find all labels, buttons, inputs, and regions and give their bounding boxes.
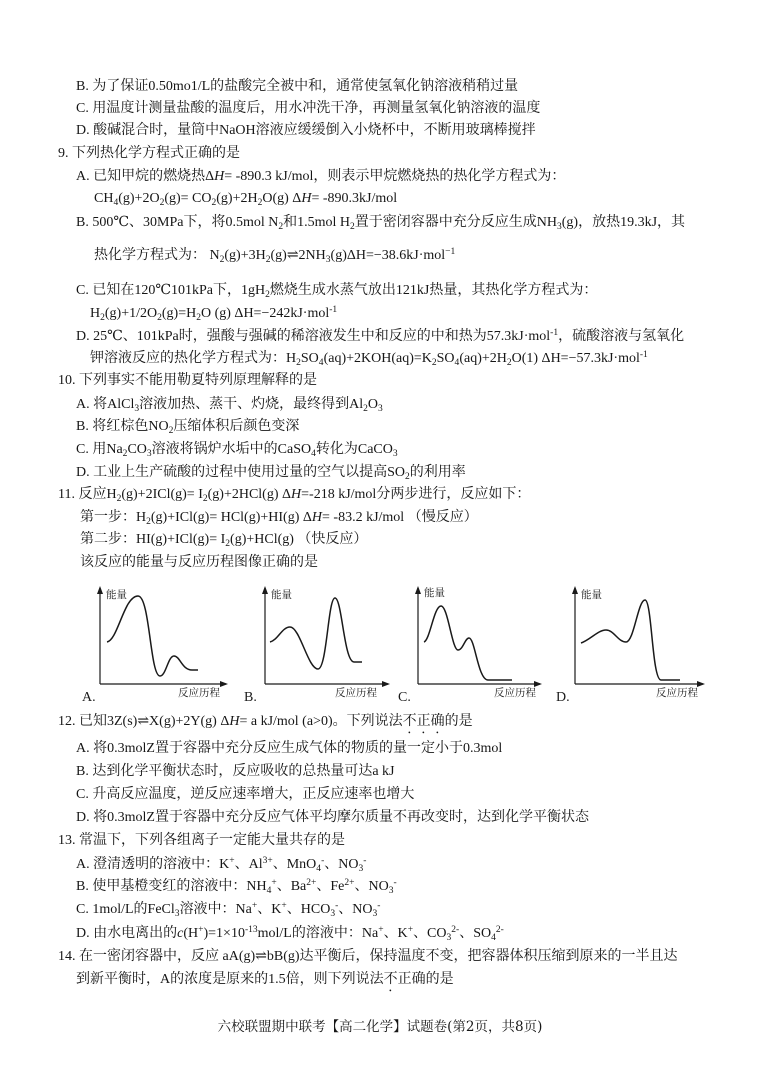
subscript: 2 (405, 471, 410, 482)
y-axis-arrow (572, 586, 578, 594)
text-run: (H (183, 926, 199, 941)
q12-option-d (76, 808, 589, 828)
superscript: + (229, 855, 235, 866)
subscript: 2 (431, 357, 437, 368)
q9-option-c (76, 281, 597, 301)
x-axis-label: 反应历程 (335, 687, 377, 699)
subscript: 3 (146, 448, 152, 459)
text-run: (g)ΔH=−38.6kJ·mol (330, 248, 446, 263)
italic-symbol: H (214, 169, 225, 184)
text-run: (g)+3H (224, 248, 266, 263)
text-run: 正确的是 (397, 972, 454, 987)
text-run: = a kJ/mol (a>0)。下列说法 (239, 714, 403, 729)
y-axis-arrow (415, 586, 421, 594)
text-run: 、K (383, 926, 408, 941)
text-run: 9. 下列热化学方程式正确的是 (58, 146, 240, 161)
q10-option-d (76, 463, 466, 483)
text-run: 溶液加热、蒸干、灼烧，最终得到Al (139, 397, 364, 412)
subscript: 2 (363, 403, 368, 414)
q14-stem-line1 (58, 947, 678, 967)
energy-curve (107, 596, 198, 676)
q8-option-c (76, 99, 540, 119)
text-run: O(g) Δ (262, 191, 302, 206)
text-run: O(1) ΔH=−57.3kJ·mol (511, 351, 640, 366)
x-axis-arrow (220, 681, 228, 687)
q9-option-d (76, 327, 684, 347)
y-axis-arrow (97, 586, 103, 594)
subscript: 4 (311, 448, 316, 459)
italic-symbol: H (229, 714, 240, 729)
text-run: 、Fe (316, 879, 345, 894)
energy-curve (424, 606, 512, 680)
italic-symbol: H (311, 510, 323, 525)
text-run: 、MnO (272, 857, 317, 872)
italic-symbol: H (301, 191, 312, 206)
q11-step2 (80, 530, 367, 550)
subscript: 2 (100, 312, 105, 323)
italic-symbol: H (291, 487, 302, 502)
superscript: + (378, 924, 384, 935)
subscript: 4 (491, 932, 496, 943)
text-run: 第一步：H (80, 510, 147, 525)
subscript: 2 (257, 197, 263, 208)
text-run: 、NO (324, 857, 359, 872)
text-run: 的利用率 (409, 465, 466, 480)
text-run: A. 将0.3molZ置于容器中充分反应生成气体的物质的量一定小于0.3mol (76, 741, 503, 756)
text-run: SO (300, 351, 319, 366)
q10-option-a (76, 395, 383, 415)
text-run: B. 使甲基橙变红的溶液中：NH (76, 879, 267, 894)
subscript: 2 (116, 493, 122, 504)
subscript: 2 (265, 289, 270, 300)
text-run: 、Ba (276, 879, 307, 894)
subscript: 2 (225, 538, 231, 549)
text-run: ，硫酸溶液与氢氧化 (558, 329, 685, 344)
graph-letter: C. (398, 690, 411, 705)
subscript: 3 (134, 403, 140, 414)
superscript: + (198, 924, 204, 935)
text-run: 转化为CaCO (315, 442, 393, 457)
text-run: 溶液中：Na (179, 902, 252, 917)
text-run: O (g) ΔH=−242kJ·mol (201, 306, 330, 321)
text-run: H (90, 306, 101, 321)
text-run: CH (94, 191, 114, 206)
text-run: 14. 在一密闭容器中，反应 aA(g)⇌bB(g)达平衡后，保持温度不变，把容器体积压缩到原来的一半且达 (58, 949, 678, 964)
subscript: 3 (372, 908, 378, 919)
text-run: A. 澄清透明的溶液中：K (76, 857, 230, 872)
subscript: 2 (159, 197, 165, 208)
text-run: 的是 (444, 714, 473, 729)
text-run: C. 已知在120℃101kPa下，1gH (76, 283, 266, 298)
superscript: - (335, 900, 339, 911)
subscript: 3 (557, 221, 562, 232)
text-run: 、K (257, 902, 282, 917)
superscript: - (377, 900, 381, 911)
text-run: 燃烧生成水蒸气放出121kJ热量，其热化学方程式为： (269, 283, 598, 298)
q9-stem (58, 144, 240, 164)
text-run: 、NO (354, 879, 389, 894)
q13-option-a (76, 855, 366, 875)
q13-option-c (76, 900, 380, 920)
subscript: 4 (266, 885, 272, 896)
q13-option-d (76, 924, 504, 944)
text-run: D. 由水电离出的 (76, 926, 178, 941)
text-run: 压缩体积后颜色变深 (173, 419, 300, 434)
subscript: 2 (278, 221, 284, 232)
text-run: 溶液将锅炉水垢中的CaSO (151, 442, 312, 457)
q10-stem (58, 371, 317, 391)
text-run: B. 将红棕色NO (76, 419, 169, 434)
subscript: 4 (454, 357, 460, 368)
text-run: A. 将AlCl (76, 397, 135, 412)
superscript: + (281, 900, 287, 911)
energy-graph-b (244, 586, 390, 705)
subscript: 3 (325, 254, 331, 265)
text-run: D. 将0.3molZ置于容器中充分反应气体平均摩尔质量不再改变时，达到化学平衡状态 (76, 810, 589, 825)
graph-letter: A. (82, 690, 96, 705)
superscript: - (393, 877, 397, 888)
text-run: 、NO (338, 902, 373, 917)
x-axis-label: 反应历程 (656, 687, 698, 699)
q10-option-b (76, 417, 299, 437)
text-run: 第二步：HI(g)+ICl(g)= I (80, 532, 226, 547)
superscript: -1 (329, 304, 338, 315)
superscript: 3+ (262, 855, 273, 866)
subscript: 4 (316, 863, 322, 874)
subscript: 3 (388, 885, 394, 896)
q13-option-b (76, 877, 397, 897)
text-run: 、SO (459, 926, 492, 941)
text-run: SO (436, 351, 455, 366)
subscript: 2 (202, 493, 208, 504)
subscript: 3 (330, 908, 336, 919)
q13-stem (58, 831, 345, 851)
text-run: 该反应的能量与反应历程图像正确的是 (80, 555, 318, 570)
text-run: mol/L的溶液中：Na (257, 926, 379, 941)
y-axis-label: 能量 (581, 589, 602, 601)
text-run: 到新平衡时，A的浓度是原来的1.5倍，则下列说法 (76, 972, 384, 987)
emphasis-text: 不 (383, 972, 398, 987)
subscript: 3 (174, 908, 180, 919)
superscript: -1 (639, 349, 648, 360)
q9-option-a-equation (94, 189, 397, 209)
subscript: 3 (378, 403, 383, 414)
q9-option-c-equation (90, 304, 337, 324)
q8-option-b (76, 77, 518, 97)
superscript: 2- (451, 924, 460, 935)
q8-option-d (76, 121, 536, 141)
q12-option-a (76, 739, 502, 759)
text-run: 13. 常温下，下列各组离子一定能大量共存的是 (58, 833, 345, 848)
q10-option-c (76, 440, 398, 460)
text-run: D. 工业上生产硫酸的过程中使用过量的空气以提高SO (76, 465, 406, 480)
superscript: −1 (445, 246, 456, 257)
superscript: + (271, 877, 277, 888)
q12-option-b (76, 762, 395, 782)
q11-stem (58, 485, 530, 505)
subscript: 3 (446, 932, 452, 943)
superscript: - (363, 855, 367, 866)
superscript: - (321, 855, 325, 866)
text-run: C. 用温度计测量盐酸的温度后，用水冲洗干净，再测量氢氧化钠溶液的温度 (76, 101, 541, 116)
q9-option-a (76, 167, 565, 187)
q11-prompt (80, 553, 318, 573)
text-run: 12. 已知3Z(s)⇌X(g)+2Y(g) Δ (58, 714, 230, 729)
subscript: 2 (122, 448, 128, 459)
y-axis-label: 能量 (424, 587, 445, 599)
graph-letter: D. (556, 690, 570, 705)
text-run: (g)+HCl(g) （快反应） (230, 532, 368, 547)
subscript: 2 (146, 516, 151, 527)
text-run: A. 已知甲烷的燃烧热Δ (76, 169, 215, 184)
text-run: (g)⇌2NH (270, 248, 326, 263)
subscript: 4 (318, 357, 324, 368)
subscript: 2 (211, 197, 217, 208)
text-run: (g)+2O (118, 191, 160, 206)
text-run: O (367, 397, 378, 412)
subscript: 2 (506, 357, 512, 368)
text-run: )=1×10 (203, 926, 245, 941)
text-run: CO (127, 442, 147, 457)
superscript: 2- (495, 924, 504, 935)
q14-stem-line2 (76, 970, 454, 990)
text-run: 、HCO (286, 902, 331, 917)
text-run: (g)+2H (216, 191, 258, 206)
text-run: D. 酸碱混合时，量筒中NaOH溶液应缓缓倒入小烧杯中，不断用玻璃棒搅拌 (76, 123, 536, 138)
text-run: (g)+2ICl(g)= I (121, 487, 203, 502)
text-run: B. 达到化学平衡状态时，反应吸收的总热量可达a kJ (76, 764, 395, 779)
q9-option-b-equation (94, 246, 455, 266)
y-axis-label: 能量 (106, 589, 127, 601)
text-run: B. 500℃、30MPa下，将0.5mol N (76, 215, 279, 230)
text-run: = -83.2 kJ/mol （慢反应） (322, 510, 478, 525)
q12-option-c (76, 785, 414, 805)
subscript: 4 (113, 197, 119, 208)
superscript: -1 (550, 327, 559, 338)
q12-stem (58, 712, 473, 732)
energy-graphs (0, 578, 760, 710)
text-run: = -890.3 kJ/mol，则表示甲烷燃烧热的热化学方程式为： (224, 169, 566, 184)
text-run: 置于密闭容器中充分反应生成NH (354, 215, 557, 230)
text-run: (aq)+2KOH(aq)=K (323, 351, 432, 366)
subscript: 2 (157, 312, 162, 323)
x-axis-arrow (382, 681, 390, 687)
text-run: 11. 反应H (58, 487, 117, 502)
superscript: + (407, 924, 414, 935)
superscript: -13 (244, 924, 258, 935)
superscript: 2+ (344, 877, 355, 888)
y-axis-arrow (262, 586, 268, 594)
subscript: 2 (350, 221, 355, 232)
page-footer: 六校联盟期中联考【高二化学】试题卷(第2页，共8页) (217, 1019, 543, 1035)
subscript: 2 (168, 425, 174, 436)
superscript: 2+ (306, 877, 317, 888)
text-run: 、Al (234, 857, 263, 872)
q9-option-d-equation (90, 349, 648, 369)
q11-step1 (80, 508, 478, 528)
subscript: 2 (219, 254, 225, 265)
subscript: 3 (358, 863, 364, 874)
text-run: C. 用Na (76, 442, 123, 457)
text-run: =-218 kJ/mol分两步进行，反应如下： (301, 487, 531, 502)
text-run: 钾溶液反应的热化学方程式为：H (90, 351, 297, 366)
text-run: 10. 下列事实不能用勒夏特列原理解释的是 (58, 373, 317, 388)
italic-symbol: c (177, 926, 184, 941)
x-axis-arrow (697, 681, 705, 687)
energy-graph-d (556, 586, 705, 705)
text-run: 、CO (413, 926, 447, 941)
text-run: C. 升高反应温度，逆反应速率增大，正反应速率也增大 (76, 787, 415, 802)
superscript: + (251, 900, 258, 911)
text-run: (g)=H (161, 306, 197, 321)
text-run: (g)+ICl(g)= HCl(g)+HI(g) Δ (150, 510, 312, 525)
text-run: (g)，放热19.3kJ，其 (561, 215, 686, 230)
subscript: 2 (196, 312, 201, 323)
x-axis-label: 反应历程 (178, 687, 220, 699)
text-run: (aq)+2H (459, 351, 507, 366)
q9-option-b (76, 213, 685, 233)
text-run: 和1.5mol H (283, 215, 350, 230)
text-run: B. 为了保证0.50mo1/L的盐酸完全被中和，通常使氢氧化钠溶液稍稍过量 (76, 79, 519, 94)
subscript: 2 (265, 254, 271, 265)
graph-letter: B. (244, 690, 257, 705)
text-run: C. 1mol/L的FeCl (76, 902, 175, 917)
emphasis-text: 不正确 (402, 714, 445, 729)
x-axis-label: 反应历程 (494, 687, 536, 699)
energy-curve (270, 598, 362, 669)
subscript: 2 (296, 357, 301, 368)
text-run: (g)+2HCl(g) Δ (207, 487, 292, 502)
y-axis-label: 能量 (271, 589, 292, 601)
text-run: = -890.3kJ/mol (311, 191, 398, 206)
text-run: (g)= CO (164, 191, 212, 206)
text-run: D. 25℃、101kPa时，强酸与强碱的稀溶液发生中和反应的中和热为57.3kJ·mol (76, 329, 551, 344)
energy-curve (581, 600, 680, 680)
text-run: (g)+1/2O (104, 306, 158, 321)
energy-graph-a (82, 586, 228, 705)
energy-graph-c (398, 586, 542, 705)
text-run: 热化学方程式为： N (94, 248, 220, 263)
subscript: 3 (392, 448, 398, 459)
